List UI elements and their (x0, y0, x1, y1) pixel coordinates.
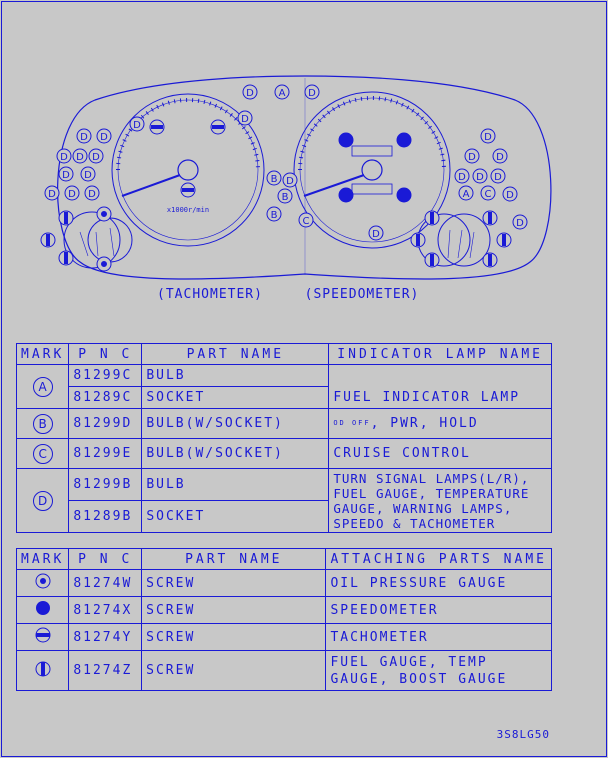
marker-d-icon (513, 215, 527, 229)
vbar-screw-icon (425, 211, 439, 225)
dot-circle-icon (34, 572, 52, 590)
svg-text:B: B (270, 210, 278, 221)
mark-c-icon: C (33, 444, 53, 464)
marker-d-icon (369, 226, 383, 240)
marker-d-icon (481, 129, 495, 143)
svg-text:D: D (84, 170, 92, 181)
filled-screw-icon (397, 188, 411, 202)
indicator-text: GAUGE, WARNING LAMPS, SPEEDO & TACHOMETER (333, 500, 513, 531)
vbar-screw-icon (59, 211, 73, 225)
pnc-cell: 81289C (69, 387, 142, 409)
speedometer-caption: (SPEEDOMETER) (304, 287, 420, 302)
marker-d-icon (89, 149, 103, 163)
pnc-cell: 81289B (69, 501, 142, 533)
svg-text:D: D (286, 176, 294, 187)
svg-text:B: B (270, 174, 278, 185)
pnc-cell: 81299E (69, 439, 142, 469)
table-row (17, 651, 552, 691)
marker-d-icon (493, 149, 507, 163)
indicator-text: TURN SIGNAL LAMPS(L/R), FUEL GAUGE, TEMPERATURE (333, 470, 530, 501)
svg-text:D: D (76, 152, 84, 163)
indicator-text: , PWR, HOLD (370, 416, 479, 431)
hbar-screw-icon (211, 120, 225, 134)
lamp-table-header (17, 344, 552, 365)
header-attaching-parts-name: ATTACHING PARTS NAME (326, 549, 552, 570)
marker-a-icon (459, 186, 473, 200)
tachometer-caption: (TACHOMETER) (157, 287, 263, 302)
table-row (17, 387, 552, 409)
marker-d-icon (65, 186, 79, 200)
marker-b-icon (267, 171, 281, 185)
table-row (17, 570, 552, 597)
marker-a-icon (275, 85, 289, 99)
svg-text:C: C (302, 216, 310, 227)
attaching-cell: OIL PRESSURE GAUGE (326, 570, 552, 597)
part-cell: SOCKET (142, 387, 329, 409)
header-mark: MARK (17, 344, 69, 365)
marker-d-icon (503, 187, 517, 201)
h-bar-circle-icon (34, 626, 52, 644)
marker-d-icon (130, 117, 144, 131)
vbar-screw-icon (425, 253, 439, 267)
filled-circle-icon (34, 599, 52, 617)
part-cell: BULB(W/SOCKET) (142, 409, 329, 439)
table-row (17, 597, 552, 624)
part-cell: BULB(W/SOCKET) (142, 439, 329, 469)
speedometer-dial (294, 92, 450, 248)
filled-screw-icon (339, 133, 353, 147)
table-row (17, 439, 552, 469)
svg-text:D: D (468, 152, 476, 163)
filled-screw-icon (397, 133, 411, 147)
marker-d-icon (473, 169, 487, 183)
marker-d-icon (59, 167, 73, 181)
marker-d-icon (85, 186, 99, 200)
indicator-cell (329, 409, 552, 439)
pnc-cell: 81299C (69, 365, 142, 387)
svg-text:D: D (68, 189, 76, 200)
od-off-label: OD OFF (333, 419, 371, 427)
marker-d-icon (238, 111, 252, 125)
svg-text:A: A (278, 88, 286, 99)
mark-a-icon: A (33, 377, 53, 397)
dot-screw-icon (97, 207, 111, 221)
marker-d-icon (57, 149, 71, 163)
svg-text:D: D (246, 88, 254, 99)
svg-text:C: C (484, 189, 492, 200)
svg-text:D: D (458, 172, 466, 183)
vbar-screw-icon (483, 211, 497, 225)
marker-d-icon (491, 169, 505, 183)
part-cell: BULB (142, 469, 329, 501)
hbar-screw-icon (150, 120, 164, 134)
part-cell: SOCKET (142, 501, 329, 533)
svg-text:D: D (92, 152, 100, 163)
svg-text:D: D (494, 172, 502, 183)
header-indicator-lamp-name: INDICATOR LAMP NAME (329, 344, 552, 365)
vbar-screw-icon (59, 251, 73, 265)
svg-text:D: D (60, 152, 68, 163)
table-row (17, 469, 552, 501)
table-row (17, 365, 552, 387)
attaching-cell: FUEL GAUGE, TEMP GAUGE, BOOST GAUGE (326, 651, 552, 691)
marker-c-icon (299, 213, 313, 227)
part-cell: SCREW (142, 651, 326, 691)
reference-code: 3S8LG50 (496, 728, 550, 741)
svg-text:D: D (496, 152, 504, 163)
indicator-cell: FUEL INDICATOR LAMP (329, 387, 552, 409)
header-part-name: PART NAME (142, 549, 326, 570)
part-cell: SCREW (142, 597, 326, 624)
svg-text:D: D (88, 189, 96, 200)
header-part-name: PART NAME (142, 344, 329, 365)
marker-d-icon (305, 85, 319, 99)
pnc-cell: 81299D (69, 409, 142, 439)
marker-d-icon (243, 85, 257, 99)
table-row (17, 409, 552, 439)
svg-text:D: D (516, 218, 524, 229)
svg-text:D: D (506, 190, 514, 201)
svg-text:D: D (241, 114, 249, 125)
marker-d-icon (73, 149, 87, 163)
lamp-table (16, 343, 552, 533)
part-cell: BULB (142, 365, 329, 387)
pnc-cell: 81274Z (69, 651, 142, 691)
part-cell: SCREW (142, 624, 326, 651)
svg-text:D: D (372, 229, 380, 240)
attaching-cell: SPEEDOMETER (326, 597, 552, 624)
marker-d-icon (77, 129, 91, 143)
marker-b-icon (278, 189, 292, 203)
svg-text:D: D (48, 189, 56, 200)
vbar-screw-icon (411, 233, 425, 247)
hbar-screw-icon (181, 183, 195, 197)
svg-text:D: D (308, 88, 316, 99)
part-cell: SCREW (142, 570, 326, 597)
pnc-cell: 81299B (69, 469, 142, 501)
marker-d-icon (81, 167, 95, 181)
pnc-cell: 81274Y (69, 624, 142, 651)
screw-table-header (17, 549, 552, 570)
attaching-cell: TACHOMETER (326, 624, 552, 651)
marker-d-icon (465, 149, 479, 163)
marker-d-icon (97, 129, 111, 143)
marker-c-icon (481, 186, 495, 200)
pnc-cell: 81274W (69, 570, 142, 597)
dot-screw-icon (97, 257, 111, 271)
header-pnc: P N C (69, 344, 142, 365)
svg-text:D: D (484, 132, 492, 143)
pnc-cell: 81274X (69, 597, 142, 624)
svg-text:D: D (80, 132, 88, 143)
filled-screw-icon (339, 188, 353, 202)
indicator-cell: CRUISE CONTROL (329, 439, 552, 469)
v-bar-circle-icon (34, 660, 52, 678)
vbar-screw-icon (483, 253, 497, 267)
marker-d-icon (283, 173, 297, 187)
table-row (17, 624, 552, 651)
svg-text:D: D (476, 172, 484, 183)
tach-scale-label: x1000r/min (166, 206, 210, 214)
mark-d-icon: D (33, 491, 53, 511)
svg-text:A: A (462, 189, 470, 200)
header-pnc: P N C (69, 549, 142, 570)
vbar-screw-icon (497, 233, 511, 247)
marker-d-icon (455, 169, 469, 183)
svg-text:D: D (100, 132, 108, 143)
mark-b-icon: B (33, 414, 53, 434)
svg-text:D: D (133, 120, 141, 131)
vbar-screw-icon (41, 233, 55, 247)
screw-table (16, 548, 552, 691)
marker-b-icon (267, 207, 281, 221)
svg-text:B: B (281, 192, 289, 203)
svg-text:D: D (62, 170, 70, 181)
header-mark: MARK (17, 549, 69, 570)
indicator-cell (329, 365, 552, 387)
marker-d-icon (45, 186, 59, 200)
marker-group (41, 85, 527, 271)
